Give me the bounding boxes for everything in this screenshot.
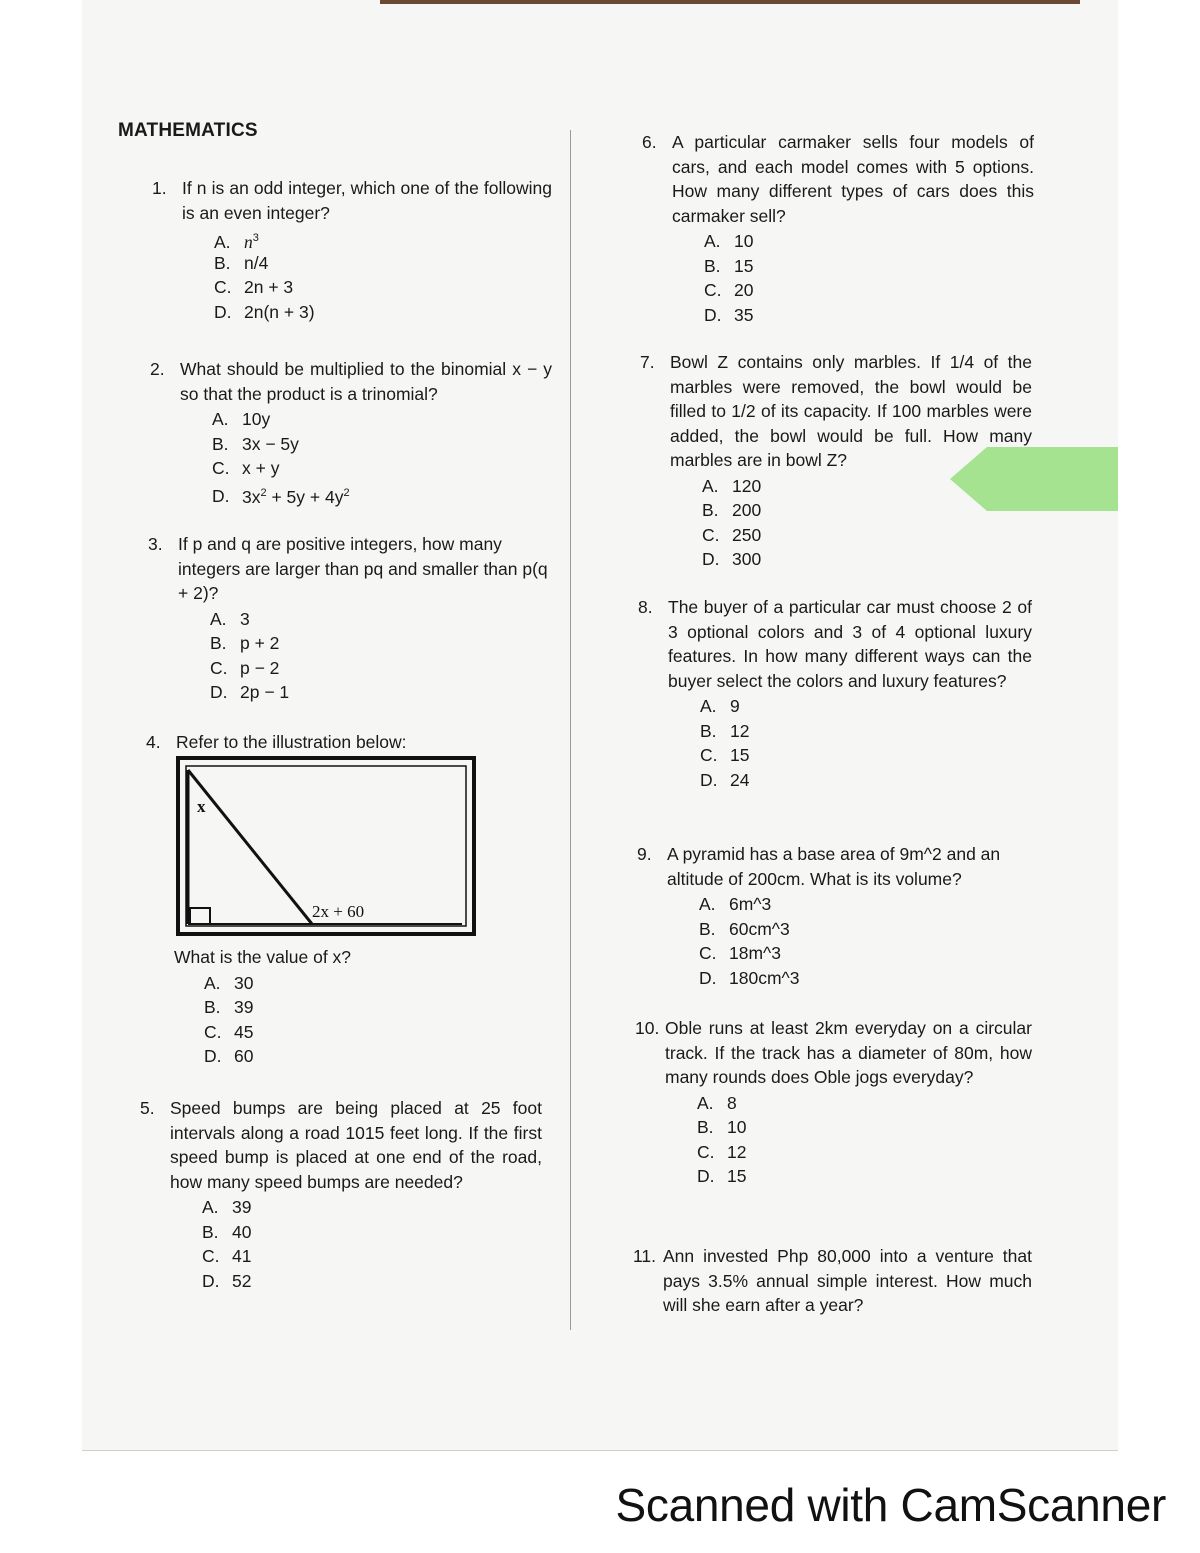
question-8 (638, 595, 1032, 792)
question-1 (152, 176, 552, 324)
question-number: 5. (140, 1098, 155, 1118)
option-b: B. 12 (700, 720, 750, 741)
option-d: D. $3x^2 + 5y + 4y^2$ (212, 486, 350, 507)
option-list (702, 474, 1032, 572)
right-angle-marker (190, 908, 210, 924)
option-b: B. 15 (704, 255, 754, 276)
option-d: D. 15 (697, 1166, 747, 1186)
question-4-header (146, 730, 546, 755)
column-divider (570, 130, 571, 1330)
option-b: B. 40 (202, 1221, 252, 1242)
option-c: C. p − 2 (210, 657, 280, 678)
section-title: MATHEMATICS (118, 120, 258, 141)
question-stem: A particular carmaker sells four models of cars, and each model comes with 5 options. How many different types of cars does this carmaker sell? (672, 132, 1034, 226)
option-b: B. 200 (702, 500, 762, 520)
option-list (214, 226, 552, 324)
question-9 (637, 842, 1032, 990)
question-number: 9. (637, 844, 652, 864)
question-number: 7. (640, 352, 655, 372)
question-3 (148, 532, 548, 705)
page-edge-shadow (380, 0, 1080, 4)
triangle-figure (176, 756, 476, 936)
option-c: C. 12 (697, 1141, 747, 1162)
option-d: D. 24 (700, 769, 750, 790)
question-stem: Ann invested Php 80,000 into a venture that pays 3.5% annual simple interest. How much will she earn after a year? (663, 1246, 1032, 1315)
question-11 (633, 1244, 1032, 1318)
option-d: D. 2p − 1 (210, 682, 290, 702)
question-substem: What is the value of x? (174, 947, 352, 967)
question-number: 2. (150, 359, 165, 379)
option-a: A. 10 (704, 231, 754, 251)
option-a: A. 120 (702, 475, 762, 496)
question-stem: A pyramid has a base area of 9m^2 and an altitude of 200cm. What is its volume? (667, 844, 1001, 889)
option-c: C. 41 (202, 1246, 252, 1266)
option-d: D. 52 (202, 1270, 252, 1291)
option-list (704, 229, 1034, 327)
option-list (210, 607, 548, 705)
option-c: C. 2n + 3 (214, 277, 294, 297)
question-stem: Speed bumps are being placed at 25 foot intervals along a road 1015 feet long. If the first speed bump is placed at one end of the road, how many speed bumps are needed? (170, 1098, 542, 1192)
option-a: A. 30 (204, 972, 254, 993)
option-a: A. 9 (700, 696, 740, 716)
option-d: D. 60 (204, 1046, 254, 1066)
option-d: D. 2n(n + 3) (214, 301, 315, 322)
question-6 (642, 130, 1034, 327)
option-c: C. 15 (700, 745, 750, 765)
option-c: C. 250 (702, 524, 762, 545)
option-d: D. 300 (702, 549, 762, 569)
question-number: 10. (635, 1018, 660, 1038)
option-c: C. x + y (212, 458, 280, 478)
question-7 (640, 350, 1032, 572)
question-2 (150, 357, 552, 505)
question-stem: If n is an odd integer, which one of the following is an even integer? (182, 178, 552, 223)
question-number: 4. (146, 732, 161, 752)
option-c: C. 20 (704, 280, 754, 300)
question-number: 8. (638, 597, 653, 617)
option-a: A. 8 (697, 1092, 737, 1113)
option-b: B. p + 2 (210, 633, 280, 653)
option-b: B. 3x − 5y (212, 433, 299, 454)
question-number: 6. (642, 132, 657, 152)
option-a: A. 10y (212, 409, 271, 429)
option-b: B. 10 (697, 1117, 747, 1137)
option-c: C. 18m^3 (699, 943, 781, 963)
option-list (699, 892, 1032, 990)
option-list (202, 1195, 542, 1293)
option-list (697, 1091, 1032, 1189)
option-list (700, 694, 1032, 792)
question-number: 1. (152, 178, 167, 198)
question-5 (140, 1096, 542, 1293)
question-number: 3. (148, 534, 163, 554)
option-b: B. 39 (204, 997, 254, 1017)
question-stem: Oble runs at least 2km everyday on a circular track. If the track has a diameter of 80m, how many rounds does Oble jogs everyday? (665, 1018, 1032, 1087)
question-stem: Refer to the illustration below: (176, 732, 407, 752)
option-a: A. 3 (210, 608, 250, 629)
question-stem: If p and q are positive integers, how many integers are larger than pq and smaller than p(q + 2)? (178, 534, 548, 603)
question-10 (635, 1016, 1032, 1189)
option-a: A. 6m^3 (699, 894, 772, 914)
question-4-body (146, 945, 546, 1069)
angle-label-x: x (197, 797, 206, 816)
triangle-hypotenuse (188, 770, 312, 924)
scanner-watermark: Scanned with CamScanner (615, 1479, 1166, 1531)
option-b: B. 60cm^3 (699, 918, 790, 939)
option-b: B. n/4 (214, 252, 269, 273)
option-c: C. 45 (204, 1021, 254, 1042)
option-a: A. $n^3$ (214, 231, 259, 252)
option-list (204, 971, 546, 1069)
question-stem: The buyer of a particular car must choose 2 of 3 optional colors and 3 of 4 optional luxury features. In how many different ways can the buyer select the colors and luxury features? (668, 597, 1032, 691)
triangle-diagram (180, 760, 472, 932)
option-list (212, 407, 552, 505)
option-d: D. 35 (704, 304, 754, 325)
question-stem: Bowl Z contains only marbles. If 1/4 of the marbles were removed, the bowl would be filled to 1/2 of its capacity. If 100 marbles were added, the bowl would be full. How many marbles are in bowl Z? (670, 352, 1032, 470)
question-number: 11. (633, 1246, 657, 1266)
option-d: D. 180cm^3 (699, 967, 800, 988)
angle-label-2x-60: 2x + 60 (312, 902, 365, 921)
question-stem: What should be multiplied to the binomial x − y so that the product is a trinomial? (180, 359, 552, 404)
option-a: A. 39 (202, 1197, 252, 1217)
